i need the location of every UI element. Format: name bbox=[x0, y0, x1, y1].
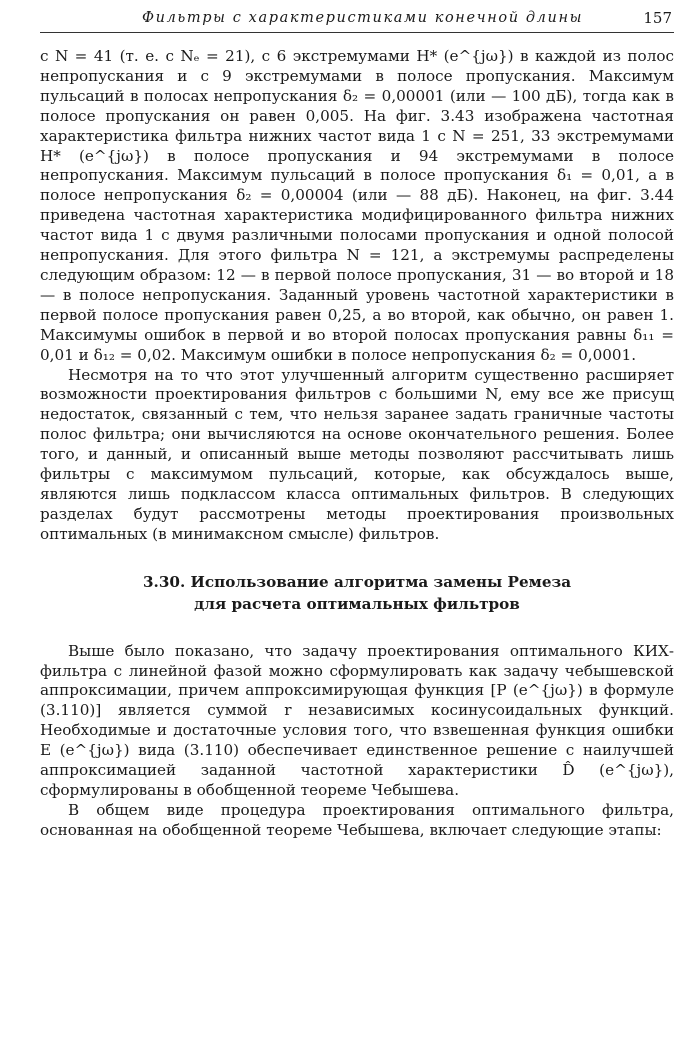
section-heading-line-1: 3.30. Использование алгоритма замены Ремеза bbox=[142, 572, 572, 591]
section-heading bbox=[40, 571, 674, 615]
paragraph-algorithm-limitations: Несмотря на то что этот улучшенный алгоритм существенно расширяет возможности проектирования фильтров с большими N, ему все же присущ недостаток, связанный с тем, что нельзя заранее задать граничные частоты полос фильтра; они вычисляются на основе окончательного решения. Более того, и данный, и описанный выше методы позволяют рассчитывать лишь фильтры с максимумом пульсаций, которые, как обсуждалось выше, являются лишь подклассом класса оптимальных фильтров. В следующих разделах будут рассмотрены методы проектирования произвольных оптимальных (в минимаксном смысле) фильтров. bbox=[40, 365, 674, 543]
paragraph-chebyshev-approximation: Выше было показано, что задачу проектирования оптимального КИХ-фильтра с линейной фазой можно сформулировать как задачу чебышевской аппроксимации, причем аппроксимирующая функция [P (e^{jω}) в формуле (3.110)] является суммой r независимых косинусоидальных функций. Необходимые и достаточные условия того, что взвешенная функция ошибки E (e^{jω}) вида (3.110) обеспечивает единственное решение с наилучшей аппроксимацией заданной частотной характеристики D̂ (e^{jω}), сформулированы в обобщенной теореме Чебышева. bbox=[40, 641, 674, 799]
book-page bbox=[40, 6, 674, 841]
paragraph-design-procedure: В общем виде процедура проектирования оптимального фильтра, основанная на обобщенной теореме Чебышева, включает следующие этапы: bbox=[40, 800, 674, 839]
body-text bbox=[40, 47, 674, 841]
section-heading-line-2: для расчета оптимальных фильтров bbox=[194, 594, 520, 613]
running-title: Фильтры с характеристиками конечной длины bbox=[142, 10, 584, 26]
paragraph-continuation: с N = 41 (т. е. с Nₑ = 21), с 6 экстремумами H* (e^{jω}) в каждой из полос непропускания и с 9 экстремумами в полосе пропускания. Максимум пульсаций в полосах непропускания δ₂ = 0,00001 (или — 100 дБ), тогда как в полосе пропускания он равен 0,005. На фиг. 3.43 изображена частотная характеристика фильтра нижних частот вида 1 с N = 251, 33 экстремумами H* (e^{jω}) в полосе пропускания и 94 экстремумами в полосе непропускания. Максимум пульсаций в полосе пропускания δ₁ = 0,01, а в полосе непропускания δ₂ = 0,00004 (или — 88 дБ). Наконец, на фиг. 3.44 приведена частотная характеристика модифицированного фильтра нижних частот вида 1 с двумя различными полосами пропускания и одной полосой непропускания. Для этого фильтра N = 121, а экстремумы распределены следующим образом: 12 — в первой полосе пропускания, 31 — во второй и 18 — в полосе непропускания. Заданный уровень частотной характеристики в первой полосе пропускания равен 0,25, а во второй, как обычно, он равен 1. Максимумы ошибок в первой и во второй полосах пропускания равны δ₁₁ = 0,01 и δ₁₂ = 0,02. Максимум ошибки в полосе непропускания δ₂ = 0,0001. bbox=[40, 47, 674, 364]
running-header bbox=[40, 6, 674, 33]
page-number: 157 bbox=[643, 9, 672, 27]
